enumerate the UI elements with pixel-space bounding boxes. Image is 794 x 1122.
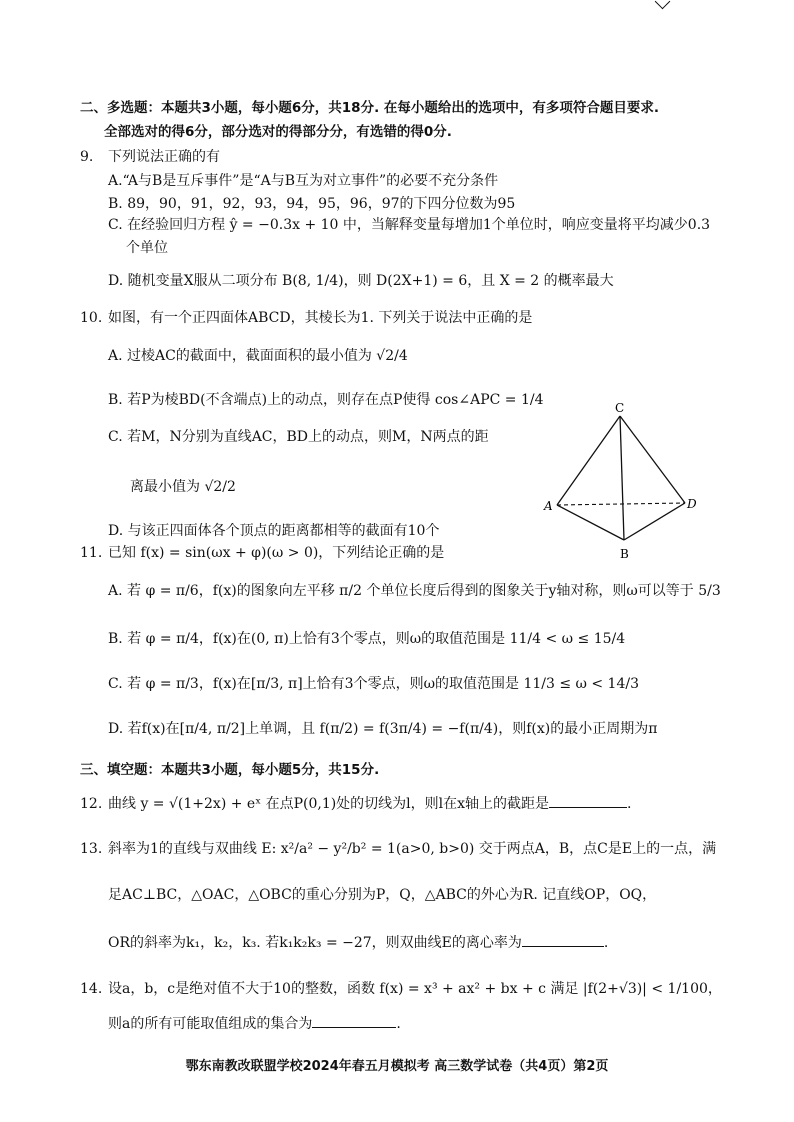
question-11-option-c: C. 若 φ = π/3，f(x)在[π/3, π]上恰有3个零点，则ω的取值范围是 11/3 ≤ ω < 14/3 — [108, 676, 640, 692]
question-10-option-a: A. 过棱AC的截面中，截面面积的最小值为 √2/4 — [108, 348, 408, 364]
question-9 — [80, 146, 220, 166]
question-11-stem: 已知 f(x) = sin(ωx + φ)(ω > 0)，下列结论正确的是 — [108, 545, 445, 561]
edge-bd — [624, 503, 685, 540]
question-14-line2: 则a的所有可能取值组成的集合为 — [108, 1016, 313, 1032]
question-12-end: . — [627, 796, 632, 812]
edge-ad-hidden — [557, 503, 685, 505]
question-9-option-c-line2: 个单位 — [126, 240, 168, 256]
vertex-label-c: C — [615, 401, 625, 415]
answer-blank-14[interactable] — [312, 1015, 396, 1028]
vertex-label-a: A — [544, 499, 553, 513]
page-corner-mark — [655, 0, 671, 9]
question-10-option-c-line2: 离最小值为 √2/2 — [130, 479, 236, 495]
answer-blank-12[interactable] — [549, 795, 627, 808]
page-footer: 鄂东南教改联盟学校2024年春五月模拟考 高三数学试卷（共4页）第2页 — [185, 1059, 609, 1074]
question-13-line3-wrap — [108, 932, 608, 952]
question-13-line1: 斜率为1的直线与双曲线 E: x²/a² − y²/b² = 1(a>0, b>0) 交于两点A，B，点C是E上的一点，满 — [108, 841, 717, 857]
question-12 — [80, 793, 632, 813]
question-13-end: . — [603, 935, 609, 951]
question-9-option-c-line1: C. 在经验回归方程 ŷ = −0.3x + 10 中，当解释变量每增加1个单位时，响应变量将平均减少0.3 — [108, 217, 711, 233]
question-14-end: . — [396, 1016, 401, 1032]
edge-ca — [557, 416, 620, 505]
question-13-number: 13. — [80, 841, 103, 857]
question-13-line3: OR的斜率为k₁，k₂，k₃. 若k₁k₂k₃ = −27，则双曲线E的离心率为 — [108, 935, 522, 951]
question-13 — [80, 838, 716, 858]
question-10-option-d: D. 与该正四面体各个顶点的距离都相等的截面有10个 — [108, 523, 440, 539]
question-9-option-b: B. 89，90，91，92，93，94，95，96，97的下四分位数为95 — [108, 196, 516, 212]
answer-blank-13[interactable] — [522, 934, 604, 947]
question-11-option-b: B. 若 φ = π/4，f(x)在(0, π)上恰有3个零点，则ω的取值范围是 11/4 < ω ≤ 15/4 — [108, 631, 626, 647]
section-2-header-line2: 全部选对的得6分，部分选对的得部分分，有选错的得0分. — [104, 124, 452, 140]
question-14 — [80, 978, 722, 998]
question-10 — [80, 307, 532, 327]
question-10-stem: 如图，有一个正四面体ABCD，其棱长为1. 下列关于说法中正确的是 — [108, 310, 533, 326]
section-2-header-line1: 二、多选题：本题共3小题，每小题6分，共18分. 在每小题给出的选项中，有多项符合题目要求. — [80, 100, 660, 116]
vertex-label-b: B — [620, 547, 629, 561]
section-3-header: 三、填空题：本题共3小题，每小题5分，共15分. — [80, 762, 380, 778]
question-11-option-d: D. 若f(x)在[π/4, π/2]上单调，且 f(π/2) = f(3π/4) = −f(π/4)，则f(x)的最小正周期为π — [108, 721, 658, 737]
edge-cd — [620, 416, 685, 503]
question-13-line2: 足AC⊥BC，△OAC，△OBC的重心分别为P，Q，△ABC的外心为R. 记直线OP，OQ， — [108, 887, 657, 903]
question-11-option-a: A. 若 φ = π/6，f(x)的图象向左平移 π/2 个单位长度后得到的图象关于y轴对称，则ω可以等于 5/3 — [108, 583, 721, 599]
question-9-option-a: A.“A与B是互斥事件”是“A与B互为对立事件”的必要不充分条件 — [108, 173, 499, 189]
question-10-option-c-line1: C. 若M，N分别为直线AC，BD上的动点，则M，N两点的距 — [108, 429, 489, 445]
question-9-number: 9. — [80, 149, 94, 165]
edge-cb — [620, 416, 624, 540]
question-9-option-d: D. 随机变量X服从二项分布 B(8, 1/4)，则 D(2X+1) = 6，且 X = 2 的概率最大 — [108, 273, 614, 289]
question-10-number: 10. — [80, 310, 103, 326]
question-14-line1: 设a，b，c是绝对值不大于10的整数，函数 f(x) = x³ + ax² + bx + c 满足 |f(2+√3)| < 1/100， — [108, 981, 722, 997]
tetrahedron-figure — [540, 400, 700, 565]
question-9-stem: 下列说法正确的有 — [108, 149, 220, 165]
question-14-line2-wrap — [108, 1013, 401, 1033]
question-12-number: 12. — [80, 796, 103, 812]
question-11 — [80, 542, 444, 562]
question-11-number: 11. — [80, 545, 103, 561]
question-12-text: 曲线 y = √(1+2x) + eˣ 在点P(0,1)处的切线为l，则l在x轴上的截距是 — [108, 796, 550, 812]
question-14-number: 14. — [80, 981, 103, 997]
question-10-option-b: B. 若P为棱BD(不含端点)上的动点，则存在点P使得 cos∠APC = 1/4 — [108, 392, 544, 408]
vertex-label-d: D — [687, 497, 697, 511]
edge-ab — [557, 505, 624, 540]
